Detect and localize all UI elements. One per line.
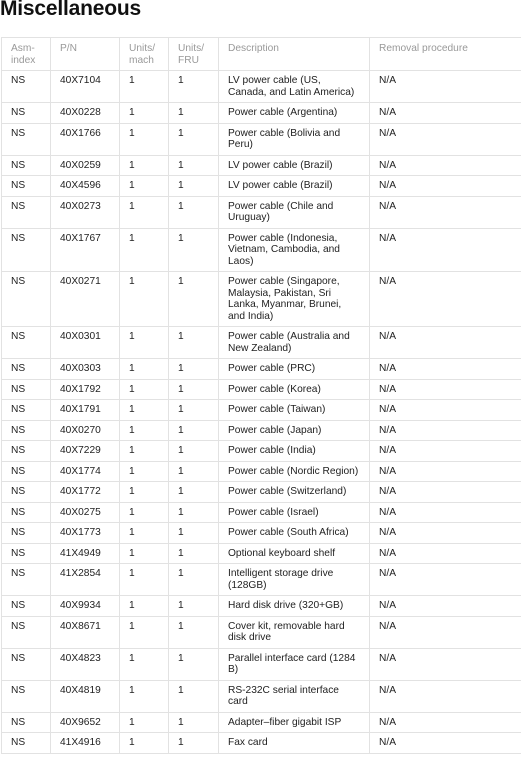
cell-removal-procedure: N/A xyxy=(370,400,521,421)
cell-description: Power cable (Japan) xyxy=(219,420,370,441)
parts-table xyxy=(1,37,521,754)
cell-pn: 41X4949 xyxy=(51,543,120,564)
cell-units-fru: 1 xyxy=(169,564,219,596)
cell-description: Power cable (Argentina) xyxy=(219,103,370,124)
header-asm-index: Asm- index xyxy=(2,38,51,71)
cell-units-mach: 1 xyxy=(120,712,169,733)
table-row xyxy=(2,359,521,380)
cell-description: Power cable (PRC) xyxy=(219,359,370,380)
cell-asm-index: NS xyxy=(2,176,51,197)
cell-description: Power cable (India) xyxy=(219,441,370,462)
cell-description: RS-232C serial interface card xyxy=(219,680,370,712)
cell-units-mach: 1 xyxy=(120,123,169,155)
cell-units-fru: 1 xyxy=(169,400,219,421)
cell-units-mach: 1 xyxy=(120,400,169,421)
table-row xyxy=(2,155,521,176)
table-row xyxy=(2,441,521,462)
cell-asm-index: NS xyxy=(2,712,51,733)
cell-units-mach: 1 xyxy=(120,379,169,400)
cell-pn: 40X0259 xyxy=(51,155,120,176)
cell-pn: 40X1774 xyxy=(51,461,120,482)
cell-removal-procedure: N/A xyxy=(370,272,521,327)
cell-pn: 40X1772 xyxy=(51,482,120,503)
cell-pn: 40X1773 xyxy=(51,523,120,544)
cell-removal-procedure: N/A xyxy=(370,733,521,754)
table-row xyxy=(2,564,521,596)
cell-pn: 40X7229 xyxy=(51,441,120,462)
cell-description: Cover kit, removable hard disk drive xyxy=(219,616,370,648)
cell-asm-index: NS xyxy=(2,441,51,462)
cell-units-mach: 1 xyxy=(120,359,169,380)
cell-removal-procedure: N/A xyxy=(370,441,521,462)
cell-units-mach: 1 xyxy=(120,420,169,441)
cell-asm-index: NS xyxy=(2,155,51,176)
cell-removal-procedure: N/A xyxy=(370,359,521,380)
cell-description: Power cable (Bolivia and Peru) xyxy=(219,123,370,155)
table-row xyxy=(2,648,521,680)
cell-removal-procedure: N/A xyxy=(370,712,521,733)
cell-asm-index: NS xyxy=(2,596,51,617)
cell-description: Power cable (Indonesia, Vietnam, Cambodia, and Laos) xyxy=(219,228,370,272)
cell-pn: 40X0275 xyxy=(51,502,120,523)
table-row xyxy=(2,228,521,272)
table-row xyxy=(2,733,521,754)
cell-asm-index: NS xyxy=(2,648,51,680)
cell-units-fru: 1 xyxy=(169,176,219,197)
cell-units-fru: 1 xyxy=(169,648,219,680)
cell-units-mach: 1 xyxy=(120,680,169,712)
cell-removal-procedure: N/A xyxy=(370,564,521,596)
cell-asm-index: NS xyxy=(2,71,51,103)
cell-pn: 40X0228 xyxy=(51,103,120,124)
cell-description: Power cable (Nordic Region) xyxy=(219,461,370,482)
cell-units-fru: 1 xyxy=(169,482,219,503)
table-row xyxy=(2,400,521,421)
table-row xyxy=(2,543,521,564)
table-row xyxy=(2,680,521,712)
cell-units-fru: 1 xyxy=(169,123,219,155)
cell-pn: 41X4916 xyxy=(51,733,120,754)
cell-units-mach: 1 xyxy=(120,327,169,359)
cell-units-mach: 1 xyxy=(120,733,169,754)
cell-units-fru: 1 xyxy=(169,502,219,523)
cell-description: Power cable (Taiwan) xyxy=(219,400,370,421)
cell-description: Power cable (Switzerland) xyxy=(219,482,370,503)
cell-description: Power cable (South Africa) xyxy=(219,523,370,544)
cell-units-fru: 1 xyxy=(169,712,219,733)
cell-removal-procedure: N/A xyxy=(370,155,521,176)
cell-units-fru: 1 xyxy=(169,379,219,400)
cell-units-fru: 1 xyxy=(169,71,219,103)
cell-asm-index: NS xyxy=(2,327,51,359)
cell-removal-procedure: N/A xyxy=(370,71,521,103)
cell-removal-procedure: N/A xyxy=(370,680,521,712)
cell-pn: 40X9934 xyxy=(51,596,120,617)
cell-units-fru: 1 xyxy=(169,359,219,380)
cell-pn: 40X4819 xyxy=(51,680,120,712)
cell-asm-index: NS xyxy=(2,680,51,712)
cell-removal-procedure: N/A xyxy=(370,420,521,441)
cell-units-mach: 1 xyxy=(120,461,169,482)
header-description: Description xyxy=(219,38,370,71)
cell-pn: 40X0303 xyxy=(51,359,120,380)
table-row xyxy=(2,502,521,523)
cell-removal-procedure: N/A xyxy=(370,379,521,400)
cell-asm-index: NS xyxy=(2,420,51,441)
cell-asm-index: NS xyxy=(2,400,51,421)
table-row xyxy=(2,420,521,441)
cell-pn: 40X1792 xyxy=(51,379,120,400)
cell-removal-procedure: N/A xyxy=(370,523,521,544)
cell-pn: 40X8671 xyxy=(51,616,120,648)
cell-asm-index: NS xyxy=(2,733,51,754)
cell-units-mach: 1 xyxy=(120,155,169,176)
cell-units-fru: 1 xyxy=(169,461,219,482)
cell-units-mach: 1 xyxy=(120,441,169,462)
cell-asm-index: NS xyxy=(2,196,51,228)
cell-description: Power cable (Australia and New Zealand) xyxy=(219,327,370,359)
cell-units-fru: 1 xyxy=(169,441,219,462)
cell-asm-index: NS xyxy=(2,564,51,596)
cell-removal-procedure: N/A xyxy=(370,327,521,359)
cell-description: Power cable (Singapore, Malaysia, Pakistan, Sri Lanka, Myanmar, Brunei, and India) xyxy=(219,272,370,327)
cell-description: Power cable (Korea) xyxy=(219,379,370,400)
cell-units-fru: 1 xyxy=(169,616,219,648)
table-row xyxy=(2,196,521,228)
cell-units-fru: 1 xyxy=(169,272,219,327)
cell-asm-index: NS xyxy=(2,616,51,648)
cell-units-fru: 1 xyxy=(169,228,219,272)
cell-units-mach: 1 xyxy=(120,523,169,544)
cell-units-mach: 1 xyxy=(120,196,169,228)
cell-removal-procedure: N/A xyxy=(370,461,521,482)
cell-removal-procedure: N/A xyxy=(370,228,521,272)
cell-description: Parallel interface card (1284 B) xyxy=(219,648,370,680)
cell-pn: 40X0270 xyxy=(51,420,120,441)
cell-units-fru: 1 xyxy=(169,155,219,176)
cell-asm-index: NS xyxy=(2,123,51,155)
cell-units-mach: 1 xyxy=(120,648,169,680)
cell-description: Intelligent storage drive (128GB) xyxy=(219,564,370,596)
cell-removal-procedure: N/A xyxy=(370,596,521,617)
header-units-fru: Units/ FRU xyxy=(169,38,219,71)
cell-asm-index: NS xyxy=(2,359,51,380)
table-row xyxy=(2,461,521,482)
cell-units-fru: 1 xyxy=(169,420,219,441)
cell-pn: 40X4823 xyxy=(51,648,120,680)
cell-pn: 40X1766 xyxy=(51,123,120,155)
cell-units-mach: 1 xyxy=(120,228,169,272)
cell-removal-procedure: N/A xyxy=(370,502,521,523)
table-row xyxy=(2,272,521,327)
table-row xyxy=(2,103,521,124)
table-row xyxy=(2,327,521,359)
cell-units-mach: 1 xyxy=(120,176,169,197)
cell-description: Optional keyboard shelf xyxy=(219,543,370,564)
cell-pn: 41X2854 xyxy=(51,564,120,596)
cell-removal-procedure: N/A xyxy=(370,103,521,124)
cell-asm-index: NS xyxy=(2,523,51,544)
cell-units-mach: 1 xyxy=(120,272,169,327)
cell-units-fru: 1 xyxy=(169,680,219,712)
cell-removal-procedure: N/A xyxy=(370,648,521,680)
table-row xyxy=(2,712,521,733)
cell-units-mach: 1 xyxy=(120,616,169,648)
cell-units-mach: 1 xyxy=(120,596,169,617)
cell-removal-procedure: N/A xyxy=(370,543,521,564)
cell-units-fru: 1 xyxy=(169,596,219,617)
cell-removal-procedure: N/A xyxy=(370,196,521,228)
table-row xyxy=(2,616,521,648)
cell-asm-index: NS xyxy=(2,379,51,400)
cell-units-fru: 1 xyxy=(169,196,219,228)
table-row xyxy=(2,379,521,400)
cell-removal-procedure: N/A xyxy=(370,123,521,155)
cell-units-fru: 1 xyxy=(169,523,219,544)
cell-pn: 40X1791 xyxy=(51,400,120,421)
cell-removal-procedure: N/A xyxy=(370,176,521,197)
cell-description: Fax card xyxy=(219,733,370,754)
cell-units-mach: 1 xyxy=(120,103,169,124)
table-header-row xyxy=(2,38,521,71)
cell-asm-index: NS xyxy=(2,103,51,124)
cell-units-fru: 1 xyxy=(169,327,219,359)
cell-units-mach: 1 xyxy=(120,564,169,596)
header-removal-procedure: Removal procedure xyxy=(370,38,521,71)
table-row xyxy=(2,71,521,103)
cell-description: LV power cable (Brazil) xyxy=(219,176,370,197)
cell-removal-procedure: N/A xyxy=(370,482,521,503)
cell-asm-index: NS xyxy=(2,543,51,564)
cell-description: Power cable (Chile and Uruguay) xyxy=(219,196,370,228)
header-units-mach: Units/ mach xyxy=(120,38,169,71)
cell-pn: 40X1767 xyxy=(51,228,120,272)
cell-units-fru: 1 xyxy=(169,733,219,754)
table-row xyxy=(2,123,521,155)
cell-units-mach: 1 xyxy=(120,502,169,523)
cell-description: LV power cable (Brazil) xyxy=(219,155,370,176)
cell-units-mach: 1 xyxy=(120,482,169,503)
table-row xyxy=(2,482,521,503)
cell-units-fru: 1 xyxy=(169,543,219,564)
table-row xyxy=(2,176,521,197)
cell-description: Adapter–fiber gigabit ISP xyxy=(219,712,370,733)
cell-removal-procedure: N/A xyxy=(370,616,521,648)
cell-units-mach: 1 xyxy=(120,543,169,564)
cell-asm-index: NS xyxy=(2,461,51,482)
table-row xyxy=(2,523,521,544)
cell-units-fru: 1 xyxy=(169,103,219,124)
cell-pn: 40X0273 xyxy=(51,196,120,228)
cell-description: Hard disk drive (320+GB) xyxy=(219,596,370,617)
table-row xyxy=(2,596,521,617)
cell-asm-index: NS xyxy=(2,272,51,327)
header-pn: P/N xyxy=(51,38,120,71)
cell-pn: 40X4596 xyxy=(51,176,120,197)
cell-asm-index: NS xyxy=(2,228,51,272)
page-title: Miscellaneous xyxy=(0,0,141,20)
cell-asm-index: NS xyxy=(2,482,51,503)
cell-description: LV power cable (US, Canada, and Latin America) xyxy=(219,71,370,103)
cell-pn: 40X9652 xyxy=(51,712,120,733)
cell-asm-index: NS xyxy=(2,502,51,523)
cell-units-mach: 1 xyxy=(120,71,169,103)
cell-description: Power cable (Israel) xyxy=(219,502,370,523)
cell-pn: 40X0271 xyxy=(51,272,120,327)
cell-pn: 40X0301 xyxy=(51,327,120,359)
cell-pn: 40X7104 xyxy=(51,71,120,103)
